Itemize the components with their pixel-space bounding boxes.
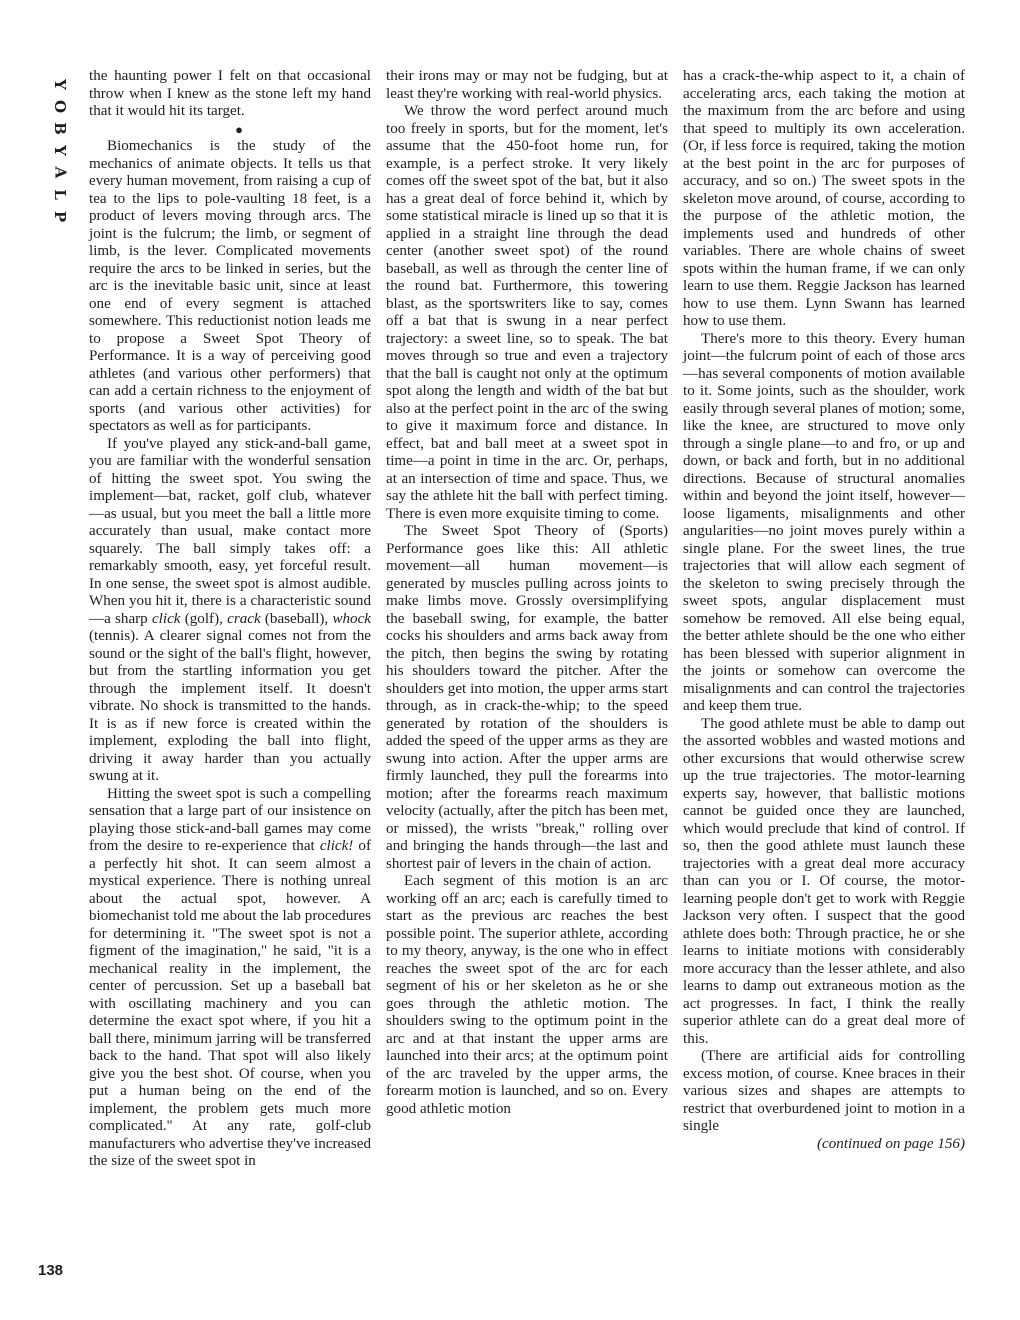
masthead-letter: O <box>50 99 69 115</box>
paragraph: the haunting power I felt on that occasional throw when I knew as the stone left my hand that it would hit its target. <box>89 68 371 119</box>
text-run: of a perfectly hit shot. It can seem almost a mystical experience. There is nothing unreal about the actual spot, however. A biomechanist told me about the lab procedures for determining it. "The sweet spot is not a figment of the imagination," he said, "it is a mechanical reality in the implement, the center of percussion. Set up a baseball bat with oscillating machinery and you can determine the exact spot where, if you hit a ball there, minimum jarring will be transferred back to the hand. That spot will also likely give you the best shot. Of course, when you put a human being on the end of the implement, the problem gets much more complicated." At any rate, golf-club manufacturers who advertise they've increased the size of the sweet spot in <box>89 838 371 1169</box>
masthead <box>46 78 74 224</box>
paragraph: Biomechanics is the study of the mechanics of animate objects. It tells us that every human movement, from raising a cup of tea to the lips to pole-vaulting 18 feet, is a product of levers moving through arcs. The joint is the fulcrum; the limb, or segment of limb, is the lever. Complicated movements require the arcs to be linked in series, but the arc is the inevitable basic unit, since at least one end of every segment is attached somewhere. This reductionist notion leads me to propose a Sweet Spot Theory of Performance. It is a way of perceiving good athletes (and various other performers) that can add a certain richness to the enjoyment of sports (and various other activities) for spectators as well as for participants. <box>89 138 371 434</box>
masthead-letter: Y <box>51 145 69 157</box>
paragraph: has a crack-the-whip aspect to it, a chain of accelerating arcs, each taking the motion at the maximum from the arc before and using that speed to multiply its own acceleration. (Or, if less force is required, taking the motion at the best point in the arc for purposes of accuracy, and so on.) The sweet spots in the skeleton move around, of course, according to the purpose of the athletic motion, the implements used and hundreds of other variables. There are whole chains of sweet spots within the human frame, if we can only learn to use them. Reggie Jackson has learned how to use them. Lynn Swann has learned how to use them. <box>683 68 965 329</box>
masthead-letter: A <box>50 166 69 180</box>
text-column-2 <box>386 68 668 1118</box>
text-run: (golf), <box>180 610 228 627</box>
paragraph: (There are artificial aids for controlling excess motion, of course. Knee braces in their various sizes and shapes are attempts to restrict that overburdened joint to motion in a single <box>683 1048 965 1134</box>
italic-word: crack <box>227 610 261 627</box>
italic-word: whock <box>332 610 371 627</box>
text-column-1 <box>89 68 371 1171</box>
paragraph: The Sweet Spot Theory of (Sports) Performance goes like this: All athletic movement—all human movement—is generated by muscles pulling across joints to make limbs move. Grossly oversimplifying the baseball swing, for example, the batter cocks his shoulders and arms back away from the pitch, then begins the swing by rotating his shoulders toward the pitcher. After the shoulders get into motion, the upper arms start through, as in crack-the-whip; to the speed generated by rotation of the shoulders is added the speed of the upper arms as they are swung into action. After the upper arms are firmly launched, they pull the forearms into motion; after the forearms reach maximum velocity (actually, after the pitch has been met, or missed), the wrists "break," rolling over and bringing the hands through—the last and shortest pair of levers in the chain of action. <box>386 523 668 872</box>
continued-note: (continued on page 156) <box>817 1135 965 1152</box>
paragraph: Each segment of this motion is an arc working off an arc; each is carefully timed to start as the previous arc reaches the best possible point. The superior athlete, according to my theory, anyway, is the one who in effect reaches the sweet spot of the arc for each segment of his or her skeleton as he or she goes through the athletic motion. The shoulders swing to the optimum point in the arc and at that instant the upper arms are launched into their arcs; at the optimum point of the arc traveled by the upper arms, the forearm motion is launched, and so on. Every good athletic motion <box>386 873 668 1117</box>
paragraph: The good athlete must be able to damp out the assorted wobbles and wasted motions and other excursions that would otherwise screw up the true trajectories. The motor-learning experts say, however, that ballistic motions cannot be guided once they are launched, which would preclude that kind of control. If so, then the good athlete must launch these trajectories with a great deal more accuracy than can you or I. Of course, the motor-learning people don't get to work with Reggie Jackson very often. I suspect that the good athlete does both: Through practice, he or she learns to initiate motions with considerably more accuracy than the lesser athlete, and also learns to damp out extraneous motion as the act progresses. In fact, I think the really superior athlete can do a great deal more of this. <box>683 715 965 1047</box>
section-separator: ● <box>235 121 243 137</box>
italic-word: click! <box>319 838 354 854</box>
masthead-letter: B <box>51 122 69 136</box>
text-run: (baseball), <box>260 610 333 627</box>
text-run: (tennis). A clearer signal comes not from the sound or the sight of the ball's flight, however, but from the startling information you get through the implement itself. It doesn't vibrate. No shock is transmitted to the hands. It is as if new force is created within the implement, exploding the ball into flight, driving it away harder than you actually swung at it. <box>89 628 371 784</box>
text-column-3 <box>683 68 965 1153</box>
masthead-letter: P <box>51 210 69 224</box>
text-run: Hitting the sweet spot is such a compelling sensation that a large part of our insistence on playing those stick-and-ball games may come from the desire to re-experience that <box>89 785 371 854</box>
text-run: If you've played any stick-and-ball game, you are familiar with the wonderful sensation of hitting the sweet spot. You swing the implement—bat, racket, golf club, whatever—as usual, but you meet the ball a little more accurately than usual, make contact more squarely. The ball simply takes off: a remarkably smooth, easy, yet forceful result. In one sense, the sweet spot is almost audible. When you hit it, there is a characteristic sound—a sharp <box>89 435 371 627</box>
paragraph: There's more to this theory. Every human joint—the fulcrum point of each of those arcs—has several components of motion available to it. Some joints, such as the shoulder, work easily through several planes of motion; some, like the knee, are structured to move only through a single plane—to and fro, or up and down, or back and forth, but in no additional directions. Because of structural anomalies within and beyond the joint itself, however—loose ligaments, misalignments and other angularities—no joint moves purely within a single plane. For the sweet lines, the true trajectories that will allow each segment of the skeleton to swing precisely through the sweet spots, angular displacement must somehow be removed. All else being equal, the better athlete should be the one who either has been blessed with superior alignment in the joints or somehow can overcome the misalignments and can control the trajectories and keep them true. <box>683 330 965 714</box>
paragraph <box>89 436 371 786</box>
italic-word: click <box>151 610 181 627</box>
paragraph: We throw the word perfect around much too freely in sports, but for the moment, let's assume that the 450-foot home run, for example, is a perfect stroke. It very likely comes off the sweet spot of the bat, but it also has a great deal of force behind it, which by some statistical miracle is lined up so that it is applied in a straight line through the dead center (another sweet spot) of the round baseball, as well as through the center line of the round bat. Furthermore, this towering blast, as the sportswriters like to say, comes off a bat that is swung in a near perfect trajectory: a sweet line, so to speak. The bat moves through so true and even a trajectory that the ball is caught not only at the optimum spot along the length and width of the bat but also at the perfect point in the arc of the swing to give it maximum force and distance. In effect, bat and ball meet at a sweet spot in time—a point in time in the arc. Or, perhaps, at an intersection of time and space. Thus, we say the athlete hit the ball with perfect timing. There is even more exquisite timing to come. <box>386 103 668 522</box>
paragraph: their irons may or may not be fudging, but at least they're working with real-world physics. <box>386 68 668 102</box>
masthead-letter: L <box>50 189 69 201</box>
masthead-letter: Y <box>51 79 69 91</box>
paragraph <box>89 786 371 1171</box>
page-number: 138 <box>38 1262 64 1279</box>
